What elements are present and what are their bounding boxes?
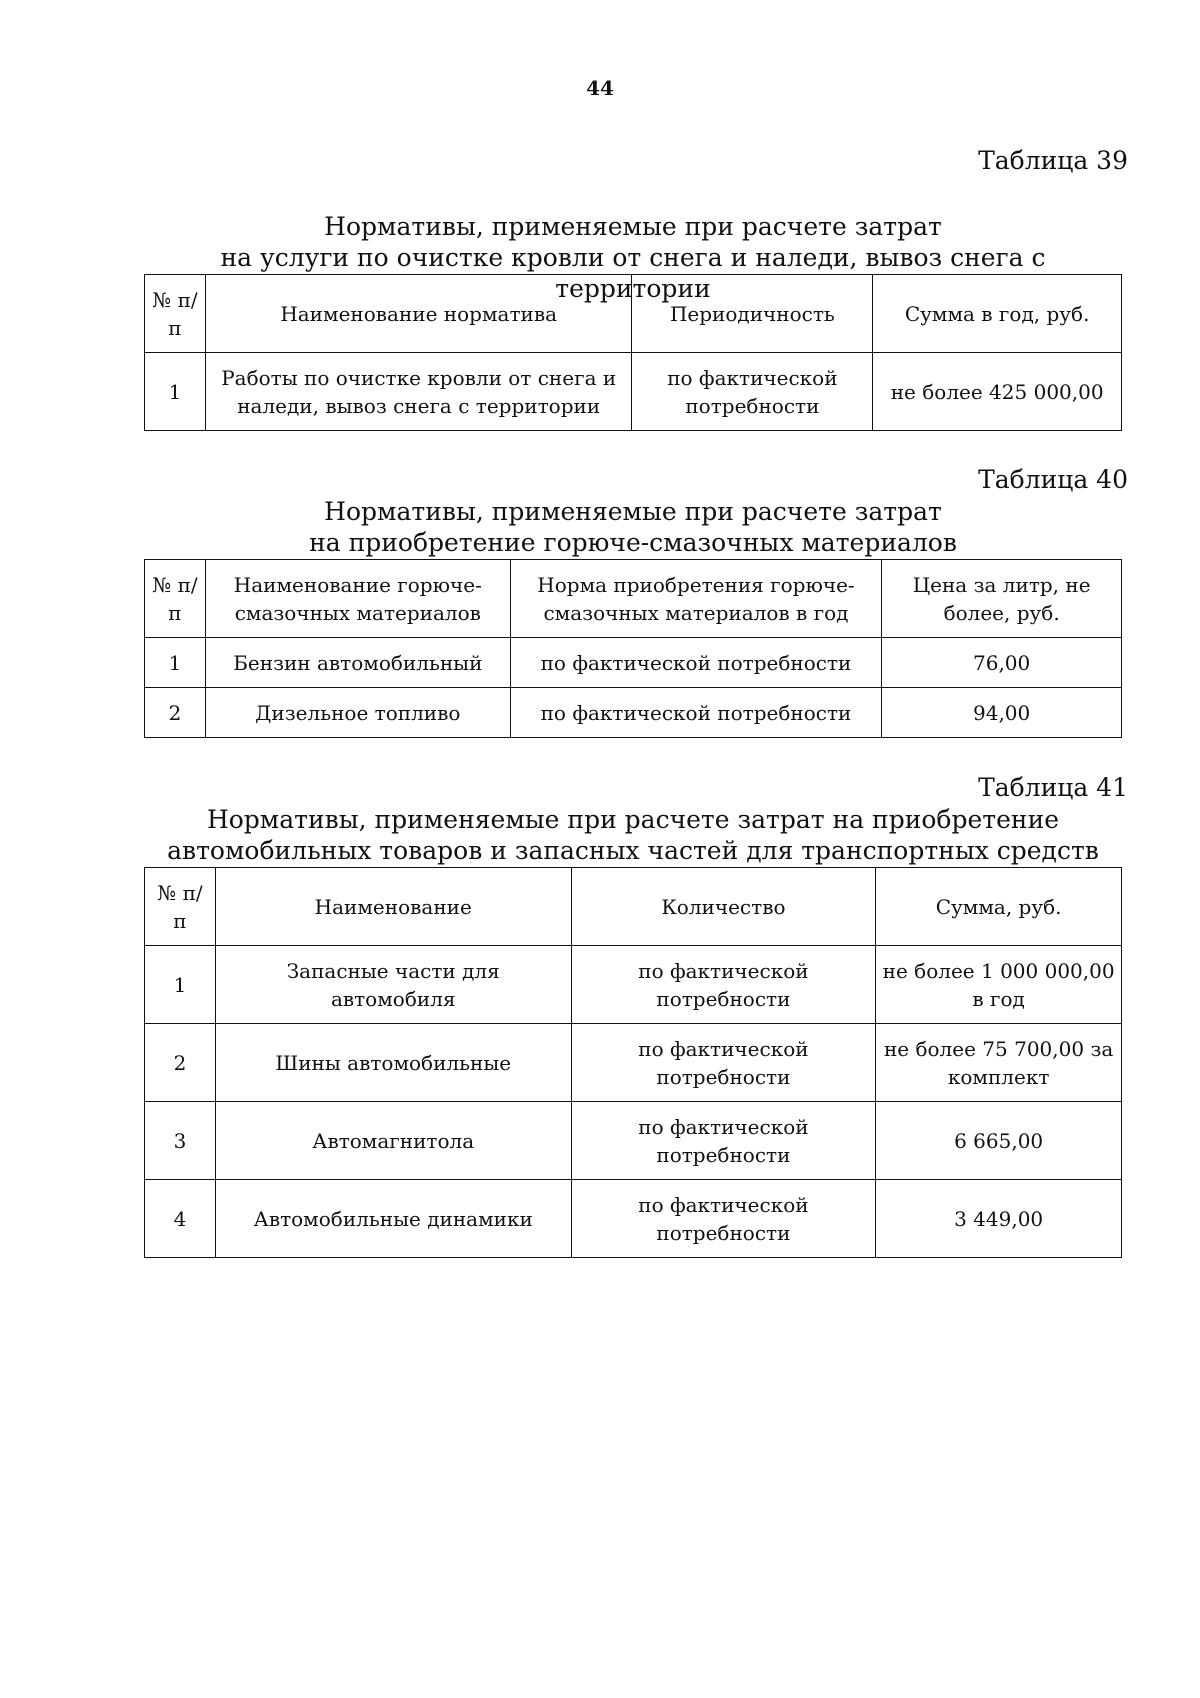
table-cell: Работы по очистке кровли от снега и наледи, вывоз снега с территории bbox=[205, 353, 632, 431]
table-cell: 76,00 bbox=[882, 638, 1122, 688]
table-cell: Автомагнитола bbox=[215, 1102, 571, 1180]
table-header-row bbox=[145, 560, 1122, 638]
header-cell: Количество bbox=[571, 868, 876, 946]
table-cell: по фактической потребности bbox=[510, 638, 882, 688]
table-cell: 1 bbox=[145, 353, 206, 431]
table-cell: по фактической потребности bbox=[571, 1024, 876, 1102]
header-cell: Наименование норматива bbox=[205, 275, 632, 353]
table-41-label: Таблица 41 bbox=[978, 773, 1128, 802]
title-line: Нормативы, применяемые при расчете затрат bbox=[324, 497, 942, 526]
table-cell: 2 bbox=[145, 688, 206, 738]
table-40-label: Таблица 40 bbox=[978, 465, 1128, 494]
table-cell: не более 1 000 000,00 в год bbox=[876, 946, 1122, 1024]
header-cell: № п/п bbox=[145, 275, 206, 353]
table-cell: 6 665,00 bbox=[876, 1102, 1122, 1180]
table-cell: по фактической потребности bbox=[510, 688, 882, 738]
header-cell: Цена за литр, не более, руб. bbox=[882, 560, 1122, 638]
table-40 bbox=[144, 559, 1122, 738]
table-cell: не более 75 700,00 за комплект bbox=[876, 1024, 1122, 1102]
table-header-row bbox=[145, 275, 1122, 353]
header-cell: № п/п bbox=[145, 868, 216, 946]
table-cell: 2 bbox=[145, 1024, 216, 1102]
table-cell: по фактической потребности bbox=[571, 946, 876, 1024]
title-line: на приобретение горюче-смазочных материалов bbox=[309, 528, 957, 557]
table-row bbox=[145, 688, 1122, 738]
table-row bbox=[145, 1180, 1122, 1258]
table-cell: по фактической потребности bbox=[571, 1102, 876, 1180]
header-cell: Периодичность bbox=[632, 275, 873, 353]
table-cell: 4 bbox=[145, 1180, 216, 1258]
table-40-title bbox=[144, 496, 1122, 558]
header-cell: № п/п bbox=[145, 560, 206, 638]
table-cell: по фактической потребности bbox=[571, 1180, 876, 1258]
header-cell: Норма приобретения горюче-смазочных материалов в год bbox=[510, 560, 882, 638]
header-cell: Сумма, руб. bbox=[876, 868, 1122, 946]
title-line: на услуги по очистке кровли от снега и наледи, вывоз снега с территории bbox=[220, 243, 1046, 303]
table-41-title bbox=[144, 804, 1122, 866]
table-cell: 94,00 bbox=[882, 688, 1122, 738]
title-line: Нормативы, применяемые при расчете затрат bbox=[324, 212, 942, 241]
table-cell: 3 449,00 bbox=[876, 1180, 1122, 1258]
table-cell: Запасные части для автомобиля bbox=[215, 946, 571, 1024]
title-line: Нормативы, применяемые при расчете затрат на приобретение bbox=[206, 805, 1060, 834]
table-cell: Бензин автомобильный bbox=[205, 638, 510, 688]
table-39-label: Таблица 39 bbox=[978, 146, 1128, 175]
table-cell: Дизельное топливо bbox=[205, 688, 510, 738]
table-cell: Шины автомобильные bbox=[215, 1024, 571, 1102]
table-row bbox=[145, 946, 1122, 1024]
table-cell: не более 425 000,00 bbox=[873, 353, 1122, 431]
table-header-row bbox=[145, 868, 1122, 946]
header-cell: Наименование горюче-смазочных материалов bbox=[205, 560, 510, 638]
header-cell: Сумма в год, руб. bbox=[873, 275, 1122, 353]
table-cell: 1 bbox=[145, 638, 206, 688]
table-row bbox=[145, 1102, 1122, 1180]
table-cell: по фактической потребности bbox=[632, 353, 873, 431]
table-row bbox=[145, 353, 1122, 431]
table-cell: 3 bbox=[145, 1102, 216, 1180]
table-41 bbox=[144, 867, 1122, 1258]
table-row bbox=[145, 638, 1122, 688]
page-number: 44 bbox=[586, 76, 614, 100]
title-line: автомобильных товаров и запасных частей для транспортных средств bbox=[167, 836, 1099, 865]
table-row bbox=[145, 1024, 1122, 1102]
header-cell: Наименование bbox=[215, 868, 571, 946]
table-cell: 1 bbox=[145, 946, 216, 1024]
table-39 bbox=[144, 274, 1122, 431]
table-cell: Автомобильные динамики bbox=[215, 1180, 571, 1258]
